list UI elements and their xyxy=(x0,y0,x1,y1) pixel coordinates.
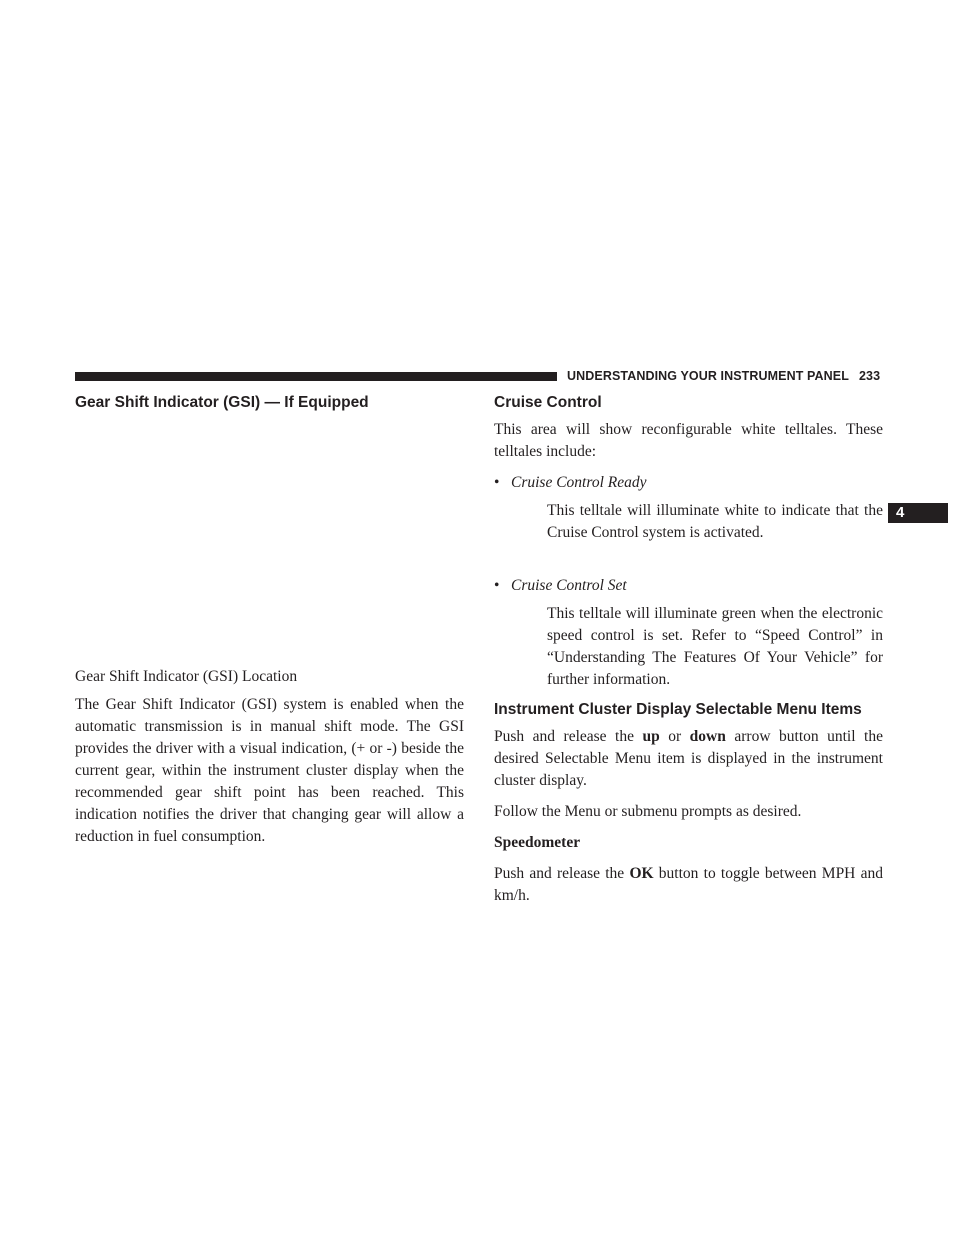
menu-paragraph: Push and release the up or down arrow button until the desired Selectable Menu item is displayed in the instrument cluster display. xyxy=(494,728,883,789)
header-rule xyxy=(75,372,557,381)
right-column xyxy=(494,393,883,907)
section-title: UNDERSTANDING YOUR INSTRUMENT PANEL xyxy=(567,369,849,383)
running-header xyxy=(567,369,880,383)
cruise-heading: Cruise Control xyxy=(494,394,602,411)
menu-heading: Instrument Cluster Display Selectable Menu Items xyxy=(494,701,862,718)
gsi-heading: Gear Shift Indicator (GSI) — If Equipped xyxy=(75,394,369,411)
down-keyword: down xyxy=(689,728,726,745)
left-column xyxy=(75,393,464,848)
cruise-intro: This area will show reconfigurable white telltales. These telltales include: xyxy=(494,421,883,460)
bullet-label: Cruise Control Set xyxy=(511,577,627,594)
gsi-caption: Gear Shift Indicator (GSI) Location xyxy=(75,668,298,685)
chapter-tab: 4 xyxy=(888,503,948,523)
menu-paragraph-2: Follow the Menu or submenu prompts as desired. xyxy=(494,803,802,820)
gsi-paragraph: The Gear Shift Indicator (GSI) system is enabled when the automatic transmission is in manual shift mode. The GSI provides the driver with a visual indication, (+ or -) beside the current gear, within the instrument cluster display when the recommended gear shift point has been reached. This indication notifies the driver that changing gear will allow a reduction in fuel consumption. xyxy=(75,696,464,845)
ok-keyword: OK xyxy=(629,865,654,882)
page-number: 233 xyxy=(858,369,881,383)
speedometer-heading: Speedometer xyxy=(494,834,581,851)
bullet-description: This telltale will illuminate green when the electronic speed control is set. Refer to “Speed Control” in “Understanding The Features Of Your Vehicle” for further information. xyxy=(547,605,883,688)
bullet-label: Cruise Control Ready xyxy=(511,474,647,491)
speedometer-paragraph: Push and release the OK button to toggle between MPH and km/h. xyxy=(494,865,883,904)
up-keyword: up xyxy=(642,728,660,745)
list-item: • Cruise Control Set xyxy=(494,575,883,597)
gsi-figure-area xyxy=(75,413,464,656)
list-item: • Cruise Control Ready xyxy=(494,472,883,494)
bullet-description: This telltale will illuminate white to indicate that the Cruise Control system is activated. xyxy=(547,502,883,541)
